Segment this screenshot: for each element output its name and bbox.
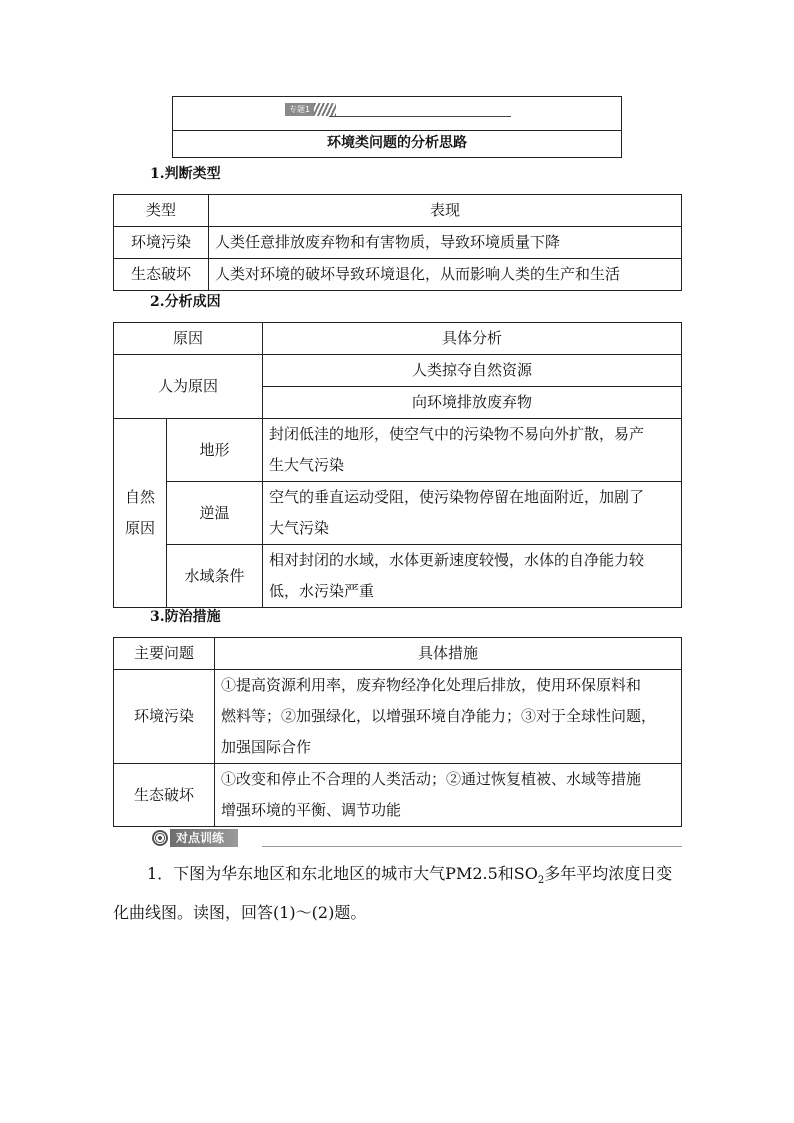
analysis-cell: [263, 545, 682, 608]
header-cell: 类型: [114, 195, 209, 227]
table-row: [114, 259, 682, 291]
measure-line: ①改变和停止不合理的人类活动；②通过恢复植被、水域等措施: [221, 770, 642, 788]
topic-tag-label: 专题1: [285, 103, 314, 116]
header-cell: 主要问题: [114, 638, 215, 670]
header-cell: 具体分析: [263, 323, 682, 355]
topic-title: 环境类问题的分析思路: [327, 135, 467, 151]
measure-line: 燃料等；②加强绿化，以增强环境自净能力；③对于全球性问题，: [221, 707, 657, 725]
problem-cell: 生态破坏: [114, 764, 215, 827]
measure-line: ①提高资源利用率，废弃物经净化处理后排放，使用环保原料和: [221, 676, 642, 694]
table-row: [114, 764, 682, 827]
problem-cell: 环境污染: [114, 670, 215, 764]
analysis-line: 相对封闭的水域，水体更新速度较慢，水体的自净能力较: [269, 551, 645, 569]
topic-header-box: [172, 96, 622, 158]
table-row: [114, 482, 682, 545]
natural-cause-label: [114, 419, 167, 608]
analysis-cell: 人类掠夺自然资源: [263, 355, 682, 387]
table-row: [114, 227, 682, 259]
analysis-line: 空气的垂直运动受阻，使污染物停留在地面附近，加剧了: [269, 488, 645, 506]
measure-table: [113, 637, 682, 827]
analysis-line: 低，水污染严重: [269, 582, 375, 600]
type-cell: 生态破坏: [114, 259, 209, 291]
factor-cell: 逆温: [167, 482, 263, 545]
target-icon: [152, 830, 168, 846]
table-header-row: [114, 195, 682, 227]
topic-tag-stripes: [314, 103, 336, 116]
topic-underline: [329, 116, 511, 117]
desc-cell: 人类对环境的破坏导致环境退化，从而影响人类的生产和生活: [209, 259, 682, 291]
table-header-row: [114, 323, 682, 355]
training-underline: [262, 846, 682, 847]
section1-heading: 1.判断类型: [150, 166, 221, 182]
question-text: [113, 858, 685, 929]
question-subscript: 2: [537, 875, 545, 887]
analysis-line: 封闭低洼的地形，使空气中的污染物不易向外扩散，易产: [269, 425, 645, 443]
measure-cell: [215, 764, 682, 827]
table-row: [114, 355, 682, 387]
header-cell: 表现: [209, 195, 682, 227]
measure-line: 加强国际合作: [221, 738, 312, 756]
section2-heading: 2.分析成因: [150, 294, 221, 310]
table-row: [114, 545, 682, 608]
factor-cell: 水域条件: [167, 545, 263, 608]
cause-table: [113, 322, 682, 608]
table-header-row: [114, 638, 682, 670]
factor-cell: 地形: [167, 419, 263, 482]
section3-heading: 3.防治措施: [150, 609, 221, 625]
header-cell: 原因: [114, 323, 263, 355]
table-row: [114, 670, 682, 764]
analysis-cell: [263, 419, 682, 482]
natural-label-line: 原因: [124, 519, 155, 537]
desc-cell: 人类任意排放废弃物和有害物质，导致环境质量下降: [209, 227, 682, 259]
type-cell: 环境污染: [114, 227, 209, 259]
header-cell: 具体措施: [215, 638, 682, 670]
analysis-line: 生大气污染: [269, 456, 345, 474]
human-cause-label: 人为原因: [114, 355, 263, 419]
training-label: 对点训练: [170, 829, 238, 847]
topic-separator: [173, 130, 621, 131]
question-part2: 多年平均浓度日变化曲线图。读图，回答(1)～(2)题。: [113, 864, 673, 923]
question-part1: 1．下图为华东地区和东北地区的城市大气PM2.5和SO: [147, 864, 538, 883]
analysis-line: 大气污染: [269, 519, 330, 537]
analysis-cell: 向环境排放废弃物: [263, 387, 682, 419]
table-row: [114, 419, 682, 482]
natural-label-line: 自然: [124, 488, 155, 506]
type-table: [113, 194, 682, 291]
measure-cell: [215, 670, 682, 764]
analysis-cell: [263, 482, 682, 545]
measure-line: 增强环境的平衡、调节功能: [221, 801, 402, 819]
training-banner: [152, 829, 238, 847]
topic-tag: [285, 103, 336, 116]
